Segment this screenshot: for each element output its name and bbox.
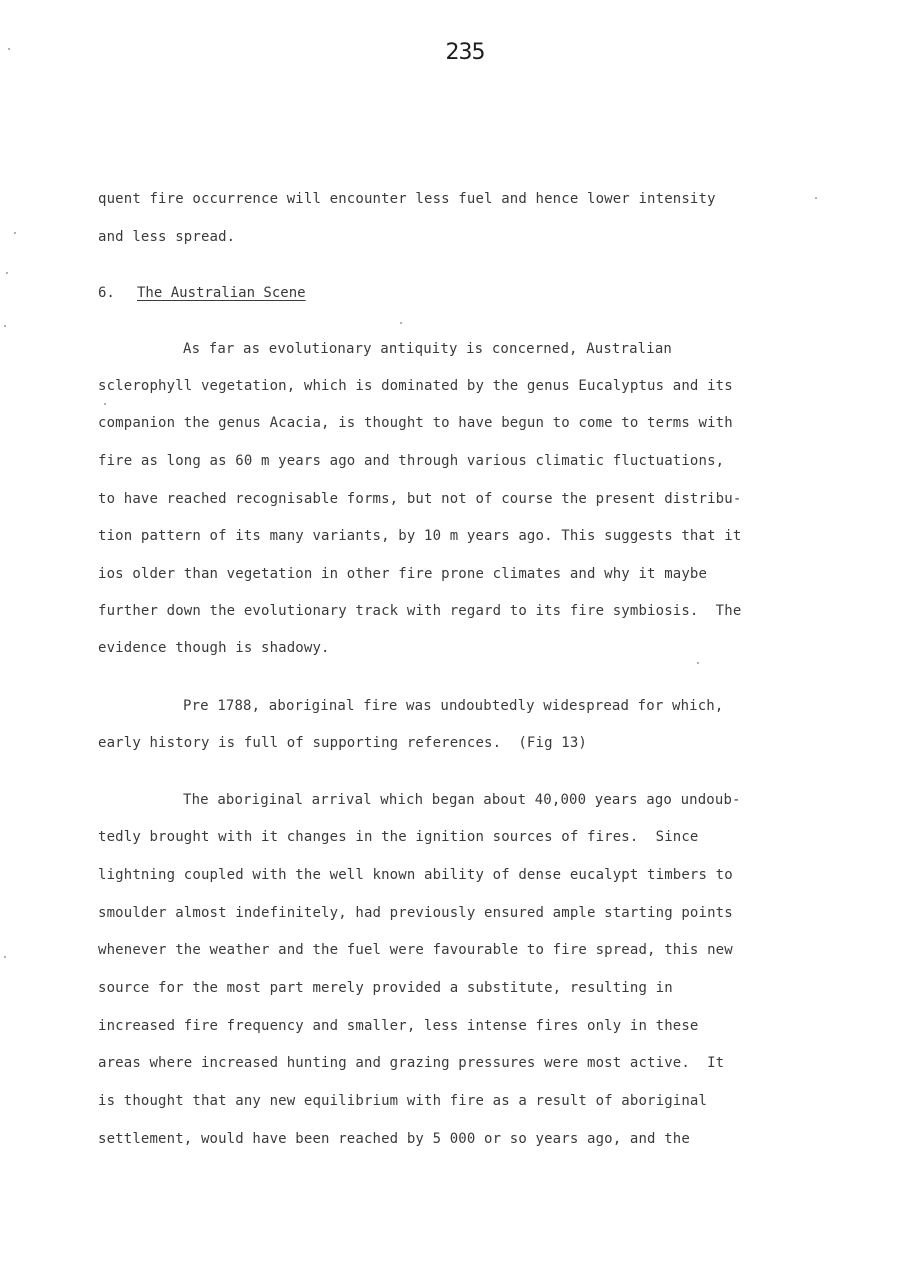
text-line: whenever the weather and the fuel were favourable to fire spread, this new [98, 942, 733, 958]
text-line: early history is full of supporting references. (Fig 13) [98, 735, 587, 751]
scan-speck [697, 662, 699, 664]
text-line: increased fire frequency and smaller, less intense fires only in these [98, 1018, 699, 1034]
text-line: As far as evolutionary antiquity is concerned, Australian [183, 341, 672, 357]
scan-speck [104, 403, 106, 405]
text-line: smoulder almost indefinitely, had previously ensured ample starting points [98, 905, 733, 921]
text-line: is thought that any new equilibrium with fire as a result of aboriginal [98, 1093, 708, 1109]
scan-speck [4, 956, 6, 958]
scan-speck [6, 272, 8, 274]
text-line: tion pattern of its many variants, by 10 m years ago. This suggests that it [98, 528, 742, 544]
text-line: companion the genus Acacia, is thought to have begun to come to terms with [98, 415, 733, 431]
text-line: further down the evolutionary track with regard to its fire symbiosis. The [98, 603, 742, 619]
scan-speck [400, 322, 402, 324]
text-line: quent fire occurrence will encounter less fuel and hence lower intensity [98, 191, 716, 207]
page-number: 235 [445, 40, 485, 65]
scan-speck [815, 197, 817, 199]
scan-speck [8, 48, 10, 50]
text-line: source for the most part merely provided a substitute, resulting in [98, 980, 673, 996]
section-number: 6. [98, 285, 115, 301]
section-title: The Australian Scene [137, 285, 306, 301]
text-line: to have reached recognisable forms, but not of course the present distribu- [98, 491, 742, 507]
text-line: sclerophyll vegetation, which is dominated by the genus Eucalyptus and its [98, 378, 733, 394]
text-line: Pre 1788, aboriginal fire was undoubtedly widespread for which, [183, 698, 724, 714]
scan-speck [4, 325, 6, 327]
text-line: lightning coupled with the well known ability of dense eucalypt timbers to [98, 867, 733, 883]
text-line: and less spread. [98, 229, 236, 245]
text-line: tedly brought with it changes in the ignition sources of fires. Since [98, 829, 699, 845]
text-line: ios older than vegetation in other fire prone climates and why it maybe [98, 566, 708, 582]
scan-speck [14, 232, 16, 234]
text-line: settlement, would have been reached by 5 000 or so years ago, and the [98, 1131, 690, 1147]
text-line: evidence though is shadowy. [98, 640, 330, 656]
text-line: fire as long as 60 m years ago and through various climatic fluctuations, [98, 453, 725, 469]
text-line: areas where increased hunting and grazing pressures were most active. It [98, 1055, 725, 1071]
text-line: The aboriginal arrival which began about 40,000 years ago undoub- [183, 792, 741, 808]
